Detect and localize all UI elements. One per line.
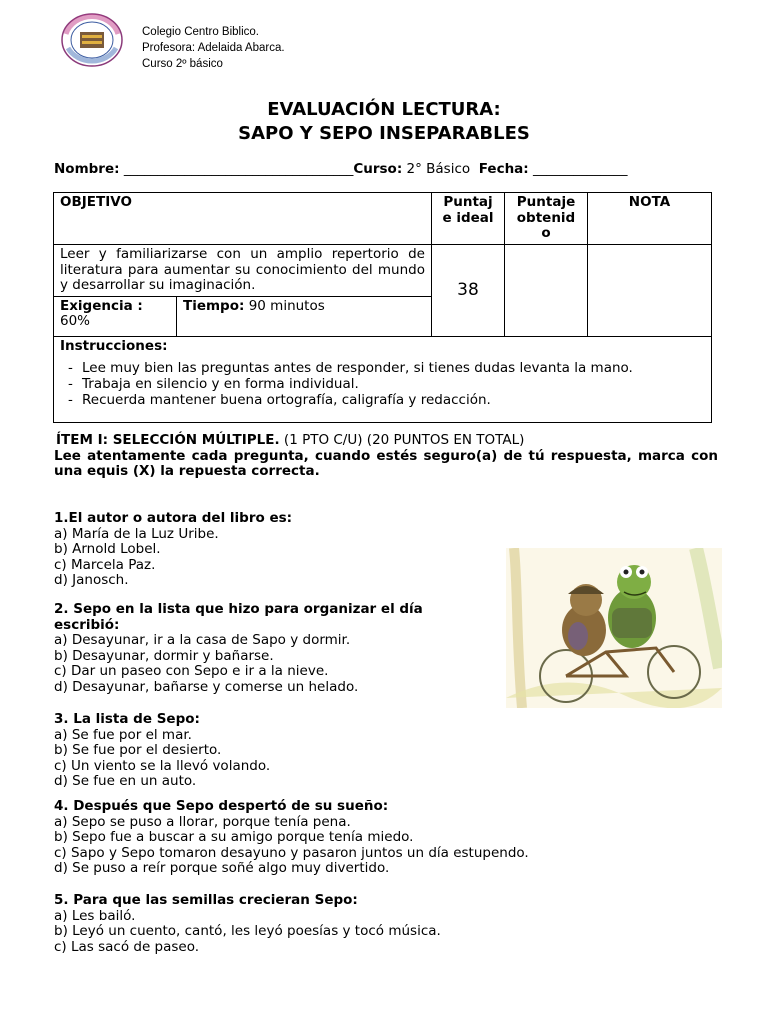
question-text: 1.El autor o autora del libro es: [54,510,293,526]
question-1 [54,511,292,589]
answer-option[interactable]: b) Sepo fue a buscar a su amigo porque tenía miedo. [54,829,414,846]
header-puntaje-obtenido: Puntaje obtenid o [505,193,588,245]
instruction-item: - Lee muy bien las preguntas antes de responder, si tienes dudas levanta la mano. [60,360,705,376]
answer-option[interactable]: c) Sapo y Sepo tomaron desayuno y pasaron juntos un día estupendo. [54,844,529,861]
item1-instruction: Lee atentamente cada pregunta, cuando estés seguro(a) de tú respuesta, marca con una equis (X) la repuesta correcta. [54,447,718,480]
frog-and-toad-illustration [506,548,722,708]
instruction-item: - Trabaja en silencio y en forma individual. [60,376,705,392]
page-title [0,98,768,146]
question-text: 5. Para que las semillas crecieran Sepo: [54,892,358,908]
item1-section [54,433,718,480]
title-line-2: SAPO Y SEPO INSEPARABLES [238,123,530,144]
header-nota: NOTA [588,193,712,245]
question-5 [54,893,441,955]
answer-option[interactable]: b) Leyó un cuento, cantó, les leyó poesías y tocó música. [54,923,441,940]
school-logo [60,12,124,68]
header-objetivo: OBJETIVO [54,193,432,245]
grade-cell[interactable] [588,245,712,337]
item1-points: (1 PTO C/U) (20 PUNTOS EN TOTAL) [279,432,525,448]
instructions-cell [54,336,712,422]
exigencia-label: Exigencia : [60,297,143,314]
question-4 [54,799,529,877]
instruction-item: - Recuerda mantener buena ortografía, caligrafía y redacción. [60,392,705,408]
instructions-label: Instrucciones: [60,337,168,354]
objective-text: Leer y familiarizarse con un amplio repertorio de literatura para aumentar su conocimiento del mundo y desarrollar su imaginación. [54,245,432,297]
answer-option[interactable]: d) Janosch. [54,572,129,589]
question-text: 3. La lista de Sepo: [54,711,200,727]
answer-option[interactable]: c) Las sacó de paseo. [54,938,200,955]
answer-option[interactable]: a) Desayunar, ir a la casa de Sapo y dormir. [54,632,351,649]
question-2 [54,602,474,696]
item1-heading: ÍTEM I: SELECCIÓN MÚLTIPLE. [56,432,280,448]
date-blank[interactable]: ______________ [528,161,628,177]
answer-option[interactable]: a) Les bailó. [54,907,136,924]
answer-option[interactable]: c) Dar un paseo con Sepo e ir a la nieve. [54,663,329,680]
tiempo-cell [177,296,432,336]
student-info-line [54,161,627,177]
answer-option[interactable]: a) Sepo se puso a llorar, porque tenía pena. [54,813,351,830]
answer-option[interactable]: a) Se fue por el mar. [54,726,192,743]
answer-option[interactable]: d) Desayunar, bañarse y comerse un helado. [54,678,359,695]
answer-option[interactable]: c) Marcela Paz. [54,556,156,573]
answer-option[interactable]: d) Se puso a reír porque soñé algo muy divertido. [54,860,390,877]
tiempo-label: Tiempo: [183,297,245,314]
objective-table [53,192,712,423]
teacher-name: Profesora: Adelaida Abarca. [142,42,285,54]
ideal-score: 38 [432,245,505,337]
answer-option[interactable]: b) Desayunar, dormir y bañarse. [54,647,274,664]
answer-option[interactable]: c) Un viento se la llevó volando. [54,757,271,774]
header-puntaje-ideal: Puntaj e ideal [432,193,505,245]
exigencia-value: 60% [60,313,91,329]
title-line-1: EVALUACIÓN LECTURA: [267,99,501,120]
answer-option[interactable]: d) Se fue en un auto. [54,773,197,790]
obtained-score-cell[interactable] [505,245,588,337]
course-info: Curso 2º básico [142,58,223,70]
question-3 [54,712,270,790]
name-label: Nombre: [54,161,120,177]
question-text: 2. Sepo en la lista que hizo para organizar el día escribió: [54,601,423,633]
date-label: Fecha: [478,161,529,177]
answer-option[interactable]: b) Se fue por el desierto. [54,742,222,759]
tiempo-value: 90 minutos [244,297,325,314]
answer-option[interactable]: b) Arnold Lobel. [54,541,161,558]
course-label: Curso: [353,161,403,177]
instructions-list [60,360,705,408]
exigencia-cell [54,296,177,336]
school-info [142,24,285,72]
answer-option[interactable]: a) María de la Luz Uribe. [54,525,219,542]
name-blank[interactable]: __________________________________ [119,161,354,177]
question-text: 4. Después que Sepo despertó de su sueño: [54,798,389,814]
school-name: Colegio Centro Biblico. [142,26,259,38]
course-value: 2° Básico [402,161,479,177]
